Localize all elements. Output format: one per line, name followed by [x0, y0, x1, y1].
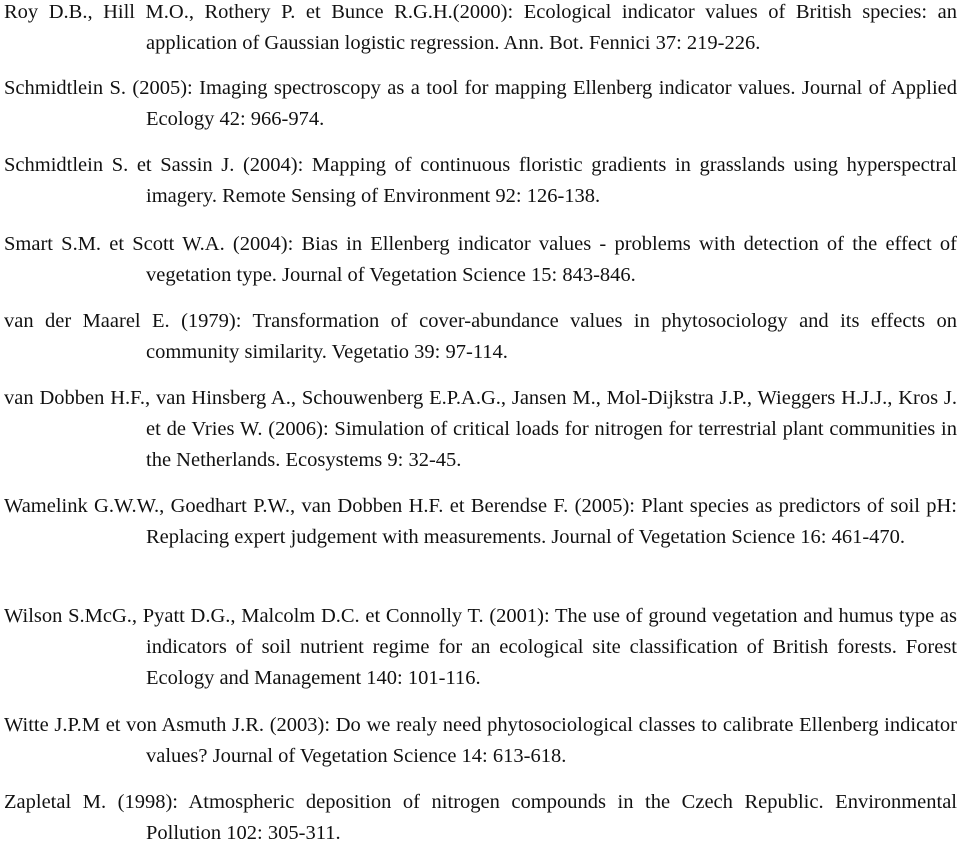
reference-entry-schmidtlein-2005: Schmidtlein S. (2005): Imaging spectroscopy as a tool for mapping Ellenberg indicator values. Journal of Applied Ecology 42: 966-974. — [4, 77, 957, 130]
reference-entry-wilson: Wilson S.McG., Pyatt D.G., Malcolm D.C. et Connolly T. (2001): The use of ground vegetation and humus type as indicators of soil nutrient regime for an ecological site classification of British forests. Forest Ecology and Management 140: 101-116. — [4, 605, 957, 689]
reference-entry-witte: Witte J.P.M et von Asmuth J.R. (2003): Do we realy need phytosociological classes to calibrate Ellenberg indicator values? Journal of Vegetation Science 14: 613-618. — [4, 714, 957, 767]
reference-entry-smart-scott: Smart S.M. et Scott W.A. (2004): Bias in Ellenberg indicator values - problems with detection of the effect of vegetation type. Journal of Vegetation Science 15: 843-846. — [4, 233, 957, 286]
reference-entry-schmidtlein-sassin: Schmidtlein S. et Sassin J. (2004): Mapping of continuous floristic gradients in grasslands using hyperspectral imagery. Remote Sensing of Environment 92: 126-138. — [4, 154, 957, 207]
reference-entry-wamelink: Wamelink G.W.W., Goedhart P.W., van Dobben H.F. et Berendse F. (2005): Plant species as predictors of soil pH: Replacing expert judgement with measurements. Journal of Vegetation Science 16: 461-470. — [4, 495, 957, 548]
reference-entry-zapletal: Zapletal M. (1998): Atmospheric deposition of nitrogen compounds in the Czech Republic. Environmental Pollution 102: 305-311. — [4, 791, 957, 844]
reference-entry-roy: Roy D.B., Hill M.O., Rothery P. et Bunce R.G.H.(2000): Ecological indicator values of British species: an application of Gaussian logistic regression. Ann. Bot. Fennici 37: 219-226. — [4, 1, 957, 54]
reference-entry-van-dobben: van Dobben H.F., van Hinsberg A., Schouwenberg E.P.A.G., Jansen M., Mol-Dijkstra J.P., Wieggers H.J.J., Kros J. et de Vries W. (2006): Simulation of critical loads for nitrogen for terrestrial plant communities in the Netherlands. Ecosystems 9: 32-45. — [4, 387, 957, 471]
reference-entry-van-der-maarel: van der Maarel E. (1979): Transformation of cover-abundance values in phytosociology and its effects on community similarity. Vegetatio 39: 97-114. — [4, 310, 957, 363]
